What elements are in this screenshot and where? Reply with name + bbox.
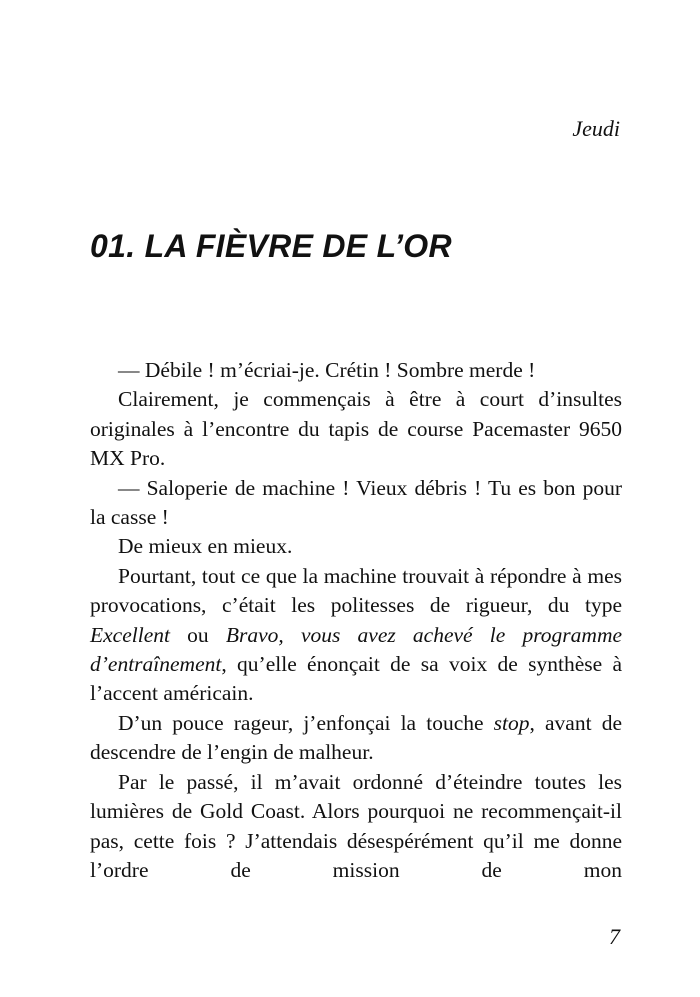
day-heading: Jeudi — [572, 116, 620, 141]
paragraph — [90, 709, 622, 768]
text-run: , qu’elle énonçait de sa voix de synthèse à l’accent américain. — [90, 652, 622, 706]
paragraph: — Débile ! m’écriai-je. Crétin ! Sombre merde ! — [118, 358, 536, 382]
paragraph: — Saloperie de machine ! Vieux débris ! Tu es bon pour la casse ! — [90, 475, 622, 530]
paragraph: De mieux en mieux. — [118, 534, 293, 559]
text-run: , avant de descendre de l’engin de malheur. — [90, 710, 622, 765]
chapter-title: 01. LA FIÈVRE DE L’OR — [90, 228, 452, 264]
paragraph: Par le passé, il m’avait ordonné d’éteindre toutes les lumières de Gold Coast. Alors pourquoi ne recommençait-il pas, cette fois ? J’attendais désespérément qu’il me donne l’ordre de mission de mon — [90, 769, 622, 882]
body-text — [90, 356, 622, 885]
text-run: ou — [169, 622, 226, 647]
paragraph — [90, 562, 622, 709]
text-run: D’un pouce rageur, j’enfonçai la touche — [118, 710, 494, 735]
text-run: Pourtant, tout ce que la machine trouvait à répondre à mes provocations, c’était les politesses de rigueur, du type — [90, 563, 622, 618]
italic-run: Excellent — [90, 622, 170, 647]
paragraph: Clairement, je commençais à être à court d’insultes originales à l’encontre du tapis de course Pacemaster 9650 MX Pro. — [90, 387, 622, 471]
italic-run: Bravo, vous avez achevé le programme d’entraînement — [90, 622, 623, 677]
page-number: 7 — [609, 924, 620, 949]
italic-run: stop — [493, 710, 530, 735]
